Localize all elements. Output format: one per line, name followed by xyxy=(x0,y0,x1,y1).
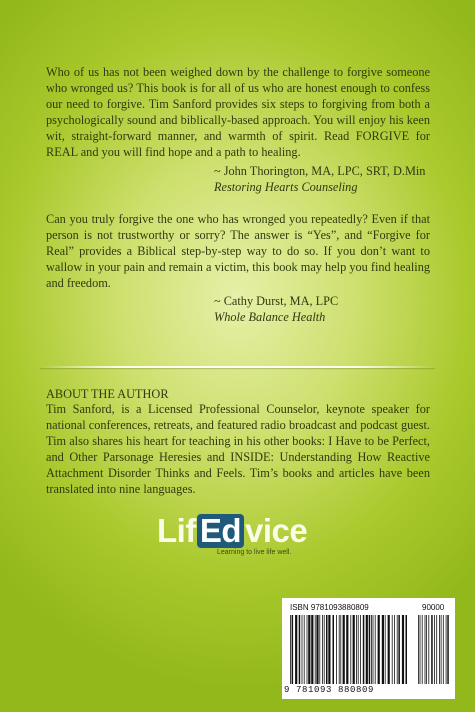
barcode-bar-29 xyxy=(369,615,371,684)
barcode-bar-32 xyxy=(375,615,376,684)
barcode-bar-30 xyxy=(371,615,372,684)
barcode-bar-31 xyxy=(373,615,374,684)
price-bar-11 xyxy=(443,615,444,684)
barcode-bar-2 xyxy=(295,615,297,684)
barcode-bar-15 xyxy=(328,615,330,684)
price-code: 90000 xyxy=(422,603,445,612)
isbn-label: ISBN 9781093880809 xyxy=(290,603,369,612)
logo-part-3: vice xyxy=(245,512,308,549)
section-divider xyxy=(40,366,435,368)
barcode-digits: 9 781093 880809 xyxy=(284,685,375,695)
barcode-bar-16 xyxy=(333,615,335,684)
endorsement-1-org: Restoring Hearts Counseling xyxy=(214,180,358,194)
barcode-bar-33 xyxy=(378,615,380,684)
price-bar-2 xyxy=(422,615,423,684)
barcode-bar-19 xyxy=(340,615,341,684)
endorsement-2-org: Whole Balance Health xyxy=(214,310,326,324)
barcode-bar-21 xyxy=(346,615,348,684)
endorsement-1-attribution xyxy=(214,163,454,195)
about-heading: ABOUT THE AUTHOR xyxy=(46,387,169,401)
barcode-bar-12 xyxy=(322,615,323,684)
price-bar-7 xyxy=(434,615,435,684)
barcode-bar-17 xyxy=(336,615,337,684)
barcode-bar-23 xyxy=(353,615,355,684)
barcode-bar-35 xyxy=(385,615,386,684)
barcode-bar-0 xyxy=(290,615,291,684)
price-bar-3 xyxy=(425,615,426,684)
endorsement-1-text: Who of us has not been weighed down by the challenge to forgive someone who wronged us? This book is for all of us who are honest enough to confess our need to forgive. Tim Sanford provides six steps to forgiving from both a psychologically sound and biblically-based approach. You will enjoy his keen wit, straight-forward manner, and warmth of spirit. Read FORGIVE for REAL and you will find hope and a path to healing. xyxy=(46,65,430,159)
price-bar-5 xyxy=(428,615,429,684)
barcode-bar-40 xyxy=(398,615,400,684)
barcode-bars xyxy=(282,598,455,699)
barcode-bar-7 xyxy=(308,615,310,684)
barcode-bar-1 xyxy=(292,615,294,684)
barcode-bar-28 xyxy=(366,615,368,684)
barcode-bar-18 xyxy=(339,615,340,684)
price-bar-4 xyxy=(426,615,427,684)
endorsement-2-attribution xyxy=(214,293,454,325)
barcode-box xyxy=(282,598,455,699)
barcode-bar-9 xyxy=(315,615,316,684)
about-text: Tim Sanford, is a Licensed Professional Counselor, keynote speaker for national conferences, retreats, and featured radio broadcast and podcast guest. Tim also shares his heart for teaching in his other books: I Have to be Perfect, and Other Parsonage Heresies and INSIDE: Understanding How Reactive Attachment Disorder Thinks and Feels. Tim’s books and articles have been translated into nine languages. xyxy=(46,402,430,496)
price-bar-13 xyxy=(447,615,449,684)
logo-wordmark xyxy=(157,512,307,550)
barcode-bar-34 xyxy=(382,615,384,684)
price-bar-12 xyxy=(446,615,447,684)
barcode-bar-37 xyxy=(392,615,393,684)
barcode-bar-11 xyxy=(319,615,320,684)
barcode-bar-6 xyxy=(307,615,308,684)
endorsement-2-name: ~ Cathy Durst, MA, LPC xyxy=(214,294,339,308)
barcode-bar-38 xyxy=(394,615,395,684)
logo-part-2: Ed xyxy=(197,514,244,548)
barcode-bar-25 xyxy=(358,615,359,684)
barcode-bar-20 xyxy=(343,615,345,684)
price-bar-1 xyxy=(420,615,421,684)
barcode-bar-26 xyxy=(360,615,361,684)
barcode-bar-4 xyxy=(302,615,303,684)
barcode-bar-42 xyxy=(406,615,408,684)
barcode-bar-8 xyxy=(311,615,313,684)
barcode-bar-24 xyxy=(356,615,357,684)
logo-tagline: Learning to live life well. xyxy=(217,549,292,556)
logo-part-1: Lif xyxy=(157,512,196,549)
endorsement-1-name: ~ John Thorington, MA, LPC, SRT, D.Min xyxy=(214,164,426,178)
barcode-bar-14 xyxy=(326,615,328,684)
barcode-bar-27 xyxy=(363,615,365,684)
price-bar-6 xyxy=(431,615,433,684)
barcode-bar-36 xyxy=(388,615,390,684)
endorsement-2-text: Can you truly forgive the one who has wronged you repeatedly? Even if that person is not trustworthy or sorry? The answer is “Yes”, and “Forgive for Real” provides a Biblical step-by-step way to do so. If you don’t want to wallow in your pain and remain a victim, this book may help you find healing and freedom. xyxy=(46,212,430,290)
barcode-bar-22 xyxy=(350,615,351,684)
barcode-bar-5 xyxy=(304,615,305,684)
barcode-bar-13 xyxy=(324,615,325,684)
publisher-logo xyxy=(157,512,327,562)
barcode-bar-3 xyxy=(299,615,301,684)
price-bar-9 xyxy=(439,615,440,684)
price-bar-0 xyxy=(418,615,419,684)
price-bar-8 xyxy=(436,615,437,684)
barcode-bar-10 xyxy=(316,615,318,684)
price-bar-10 xyxy=(441,615,442,684)
barcode-bar-41 xyxy=(402,615,404,684)
barcode-bar-39 xyxy=(397,615,398,684)
